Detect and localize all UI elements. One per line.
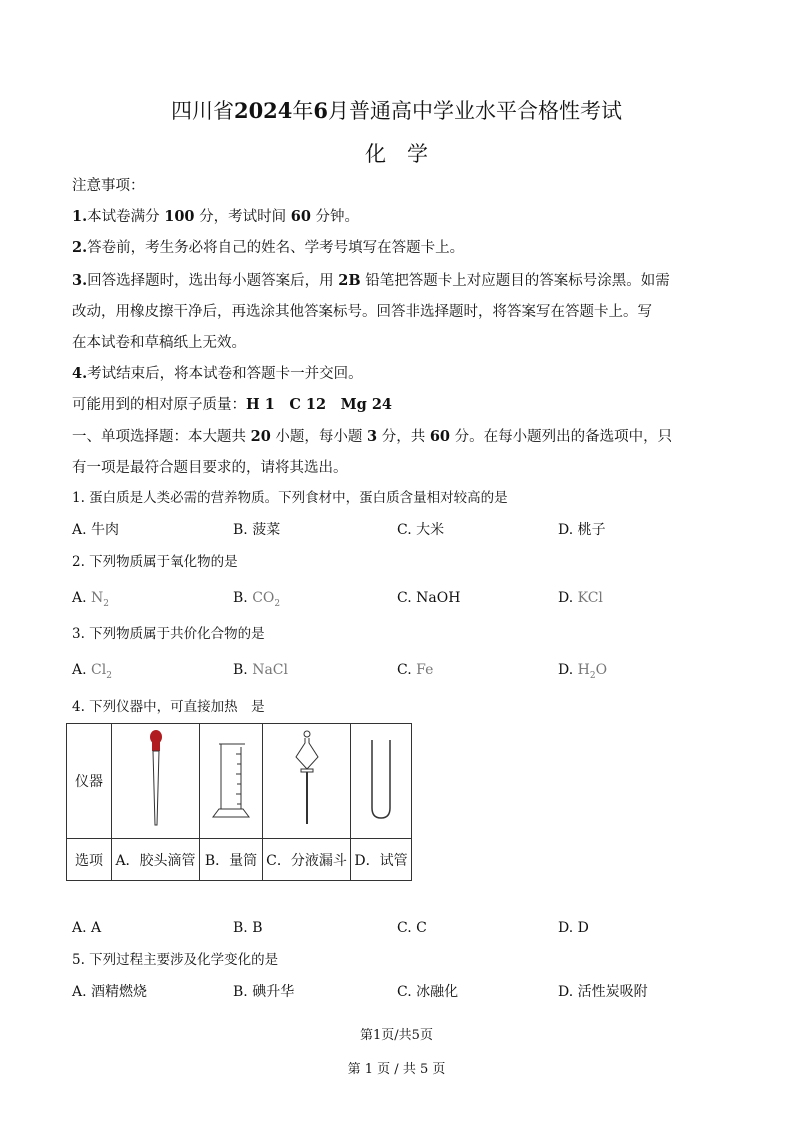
row-label-apparatus: 仪器 [67,724,112,839]
atomic-masses: 可能用到的相对原子质量：H 1 C 12 Mg 24 [72,396,393,413]
q4-option-c[interactable]: C. C [397,920,427,936]
q3-option-b[interactable]: B. NaCl [233,662,288,678]
q1-option-a[interactable]: A. 牛肉 [72,522,120,538]
table-option-b: B．量筒 [200,839,263,881]
note-1: 1.本试卷满分 100 分，考试时间 60 分钟。 [72,208,360,225]
note-4: 4.考试结束后，将本试卷和答题卡一并交回。 [72,365,363,382]
graduated-cylinder-image [200,724,263,839]
q5-option-d[interactable]: D. 活性炭吸附 [558,984,648,1000]
section-heading: 一、单项选择题：本大题共 20 小题，每小题 3 分，共 60 分。在每小题列出的备选项中，只 [72,428,673,445]
notes-heading: 注意事项： [72,178,145,194]
q4-option-d[interactable]: D. D [558,920,589,936]
note-2: 2.答卷前，考生务必将自己的姓名、学考号填写在答题卡上。 [72,239,465,256]
table-option-c: C．分液漏斗 [263,839,351,881]
exam-title: 四川省2024年6月普通高中学业水平合格性考试 [170,98,623,123]
separatory-funnel-image [263,724,351,839]
q5-option-b[interactable]: B. 碘升华 [233,984,295,1000]
test-tube-icon [369,738,393,820]
page-number-footer: 第 1 页 / 共 5 页 [347,1062,446,1077]
section-heading-line2: 有一项是最符合题目要求的，请将其选出。 [72,460,348,476]
note-3-line2: 改动，用橡皮擦干净后，再选涂其他答案标号。回答非选择题时，将答案写在答题卡上。写 [72,304,652,320]
q4-option-b[interactable]: B. B [233,920,263,936]
q3-option-c[interactable]: C. Fe [397,662,434,678]
dropper-icon [141,729,171,829]
q2-option-d[interactable]: D. KCl [558,590,603,606]
question-2-stem: 2. 下列物质属于氧化物的是 [72,554,238,570]
note-3-line3: 在本试卷和草稿纸上无效。 [72,335,246,351]
page-number: 第1页/共5页 [360,1028,433,1043]
question-5-stem: 5. 下列过程主要涉及化学变化的是 [72,952,279,968]
q3-option-d[interactable]: D. $H_2O$ [558,662,608,681]
subject-title: 化 学 [365,142,428,166]
q4-option-a[interactable]: A. A [72,920,102,936]
question-1-stem: 1. 蛋白质是人类必需的营养物质。下列食材中，蛋白质含量相对较高的是 [72,490,508,506]
q3-option-a[interactable]: A. $Cl_2$ [72,662,112,681]
q1-option-c[interactable]: C. 大米 [397,522,445,538]
separatory-funnel-icon [292,729,322,829]
dropper-image [112,724,200,839]
graduated-cylinder-icon [211,739,251,819]
row-label-option: 选项 [67,839,112,881]
test-tube-image [351,724,412,839]
q2-option-a[interactable]: A. $N_2$ [72,590,109,609]
q1-option-b[interactable]: B. 菠菜 [233,522,281,538]
q5-option-a[interactable]: A. 酒精燃烧 [72,984,148,1000]
question-3-stem: 3. 下列物质属于共价化合物的是 [72,626,265,642]
table-option-a: A．胶头滴管 [112,839,200,881]
q1-option-d[interactable]: D. 桃子 [558,522,606,538]
q5-option-c[interactable]: C. 冰融化 [397,984,459,1000]
q2-option-c[interactable]: C. NaOH [397,590,461,606]
apparatus-table [66,723,412,881]
q2-option-b[interactable]: B. $CO_2$ [233,590,281,609]
table-option-d: D．试管 [351,839,412,881]
note-3: 3.回答选择题时，选出每小题答案后，用 2B 铅笔把答题卡上对应题目的答案标号涂黑。如需 [72,272,670,289]
question-4-stem: 4. 下列仪器中，可直接加热 是 [72,699,265,715]
